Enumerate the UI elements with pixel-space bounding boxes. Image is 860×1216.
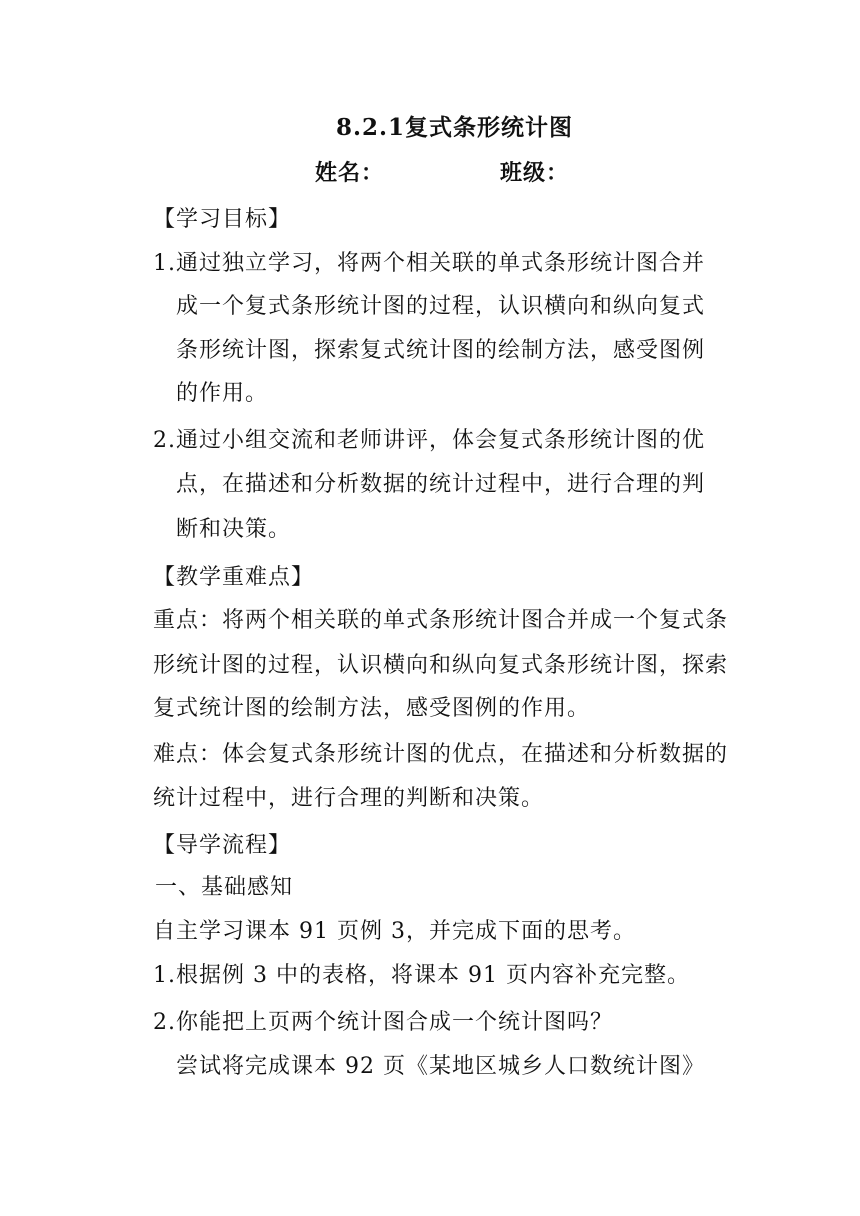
key-point-line1: 重点：将两个相关联的单式条形统计图合并成一个复式条 bbox=[153, 608, 729, 633]
goal2-line2: 点，在描述和分析数据的统计过程中，进行合理的判 bbox=[176, 472, 706, 497]
goal1-line4: 的作用。 bbox=[176, 381, 269, 406]
question-2-sub: 尝试将完成课本 92 页《某地区城乡人口数统计图》 bbox=[176, 1054, 705, 1079]
key-point-line2: 形统计图的过程，认识横向和纵向复式条形统计图，探索 bbox=[153, 653, 729, 678]
goal2-line3: 断和决策。 bbox=[176, 517, 292, 542]
self-study-text: 自主学习课本 91 页例 3，并完成下面的思考。 bbox=[153, 919, 636, 944]
key-point-line3: 复式统计图的绘制方法，感受图例的作用。 bbox=[153, 696, 591, 721]
difficult-point-line1: 难点：体会复式条形统计图的优点，在描述和分析数据的 bbox=[153, 742, 729, 767]
page-title: 8.2.1复式条形统计图 bbox=[336, 114, 574, 141]
key-heading: 【教学重难点】 bbox=[153, 565, 315, 590]
name-label: 姓名： bbox=[315, 160, 385, 186]
goal1-line1: 1.通过独立学习，将两个相关联的单式条形统计图合并 bbox=[153, 251, 705, 276]
flow-heading: 【导学流程】 bbox=[153, 833, 292, 858]
question-2: 2.你能把上页两个统计图合成一个统计图吗？ bbox=[153, 1010, 613, 1035]
difficult-point-line2: 统计过程中，进行合理的判断和决策。 bbox=[153, 786, 545, 811]
class-label: 班级： bbox=[500, 160, 570, 186]
goal1-line3: 条形统计图，探索复式统计图的绘制方法，感受图例 bbox=[176, 338, 706, 363]
question-1: 1.根据例 3 中的表格，将课本 91 页内容补充完整。 bbox=[153, 963, 690, 988]
goal2-line1: 2.通过小组交流和老师讲评，体会复式条形统计图的优 bbox=[153, 428, 705, 453]
goal1-line2: 成一个复式条形统计图的过程，认识横向和纵向复式 bbox=[176, 294, 706, 319]
goals-heading: 【学习目标】 bbox=[153, 207, 292, 232]
part1-heading: 一、基础感知 bbox=[155, 875, 294, 900]
